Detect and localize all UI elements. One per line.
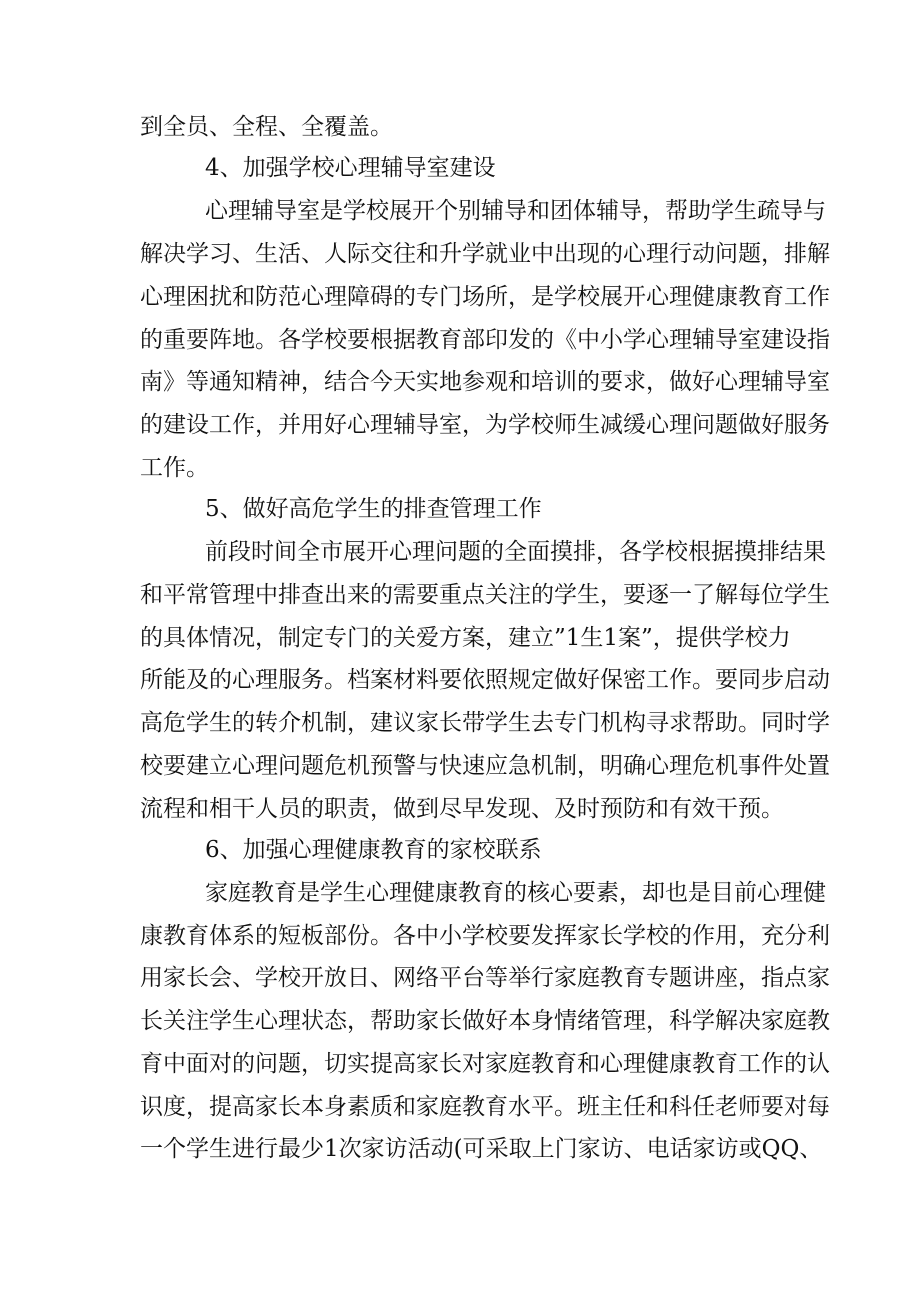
paragraph-line: 到全员、全程、全覆盖。	[140, 114, 393, 140]
paragraph-line: 长关注学生心理状态，帮助家长做好本身情绪管理，科学解决家庭教	[140, 1008, 830, 1034]
paragraph-line: 育中面对的问题，切实提高家长对家庭教育和心理健康教育工作的认	[140, 1051, 830, 1077]
paragraph-line: 流程和相干人员的职责，做到尽早发现、及时预防和有效干预。	[140, 796, 784, 822]
paragraph-line: 一个学生进行最少1次家访活动(可采取上门家访、电话家访或QQ、	[140, 1136, 823, 1162]
paragraph-line: 前段时间全市展开心理问题的全面摸排，各学校根据摸排结果	[205, 539, 826, 565]
paragraph-line: 的重要阵地。各学校要根据教育部印发的《中小学心理辅导室建设指	[140, 327, 830, 353]
paragraph-line: 家庭教育是学生心理健康教育的核心要素，却也是目前心理健	[205, 880, 826, 906]
paragraph-line: 解决学习、生活、人际交往和升学就业中出现的心理行动问题，排解	[140, 241, 830, 267]
paragraph-line: 用家长会、学校开放日、网络平台等举行家庭教育专题讲座，指点家	[140, 965, 830, 991]
paragraph-line: 识度，提高家长本身素质和家庭教育水平。班主任和科任老师要对每	[140, 1094, 830, 1120]
section-heading: 4、加强学校心理辅导室建设	[205, 155, 496, 181]
paragraph-line: 工作。	[140, 455, 209, 481]
paragraph-line: 的具体情况，制定专门的关爱方案，建立”1生1案”，提供学校力	[140, 625, 791, 651]
paragraph-line: 校要建立心理问题危机预警与快速应急机制，明确心理危机事件处置	[140, 753, 830, 779]
paragraph-line: 康教育体系的短板部份。各中小学校要发挥家长学校的作用，充分利	[140, 923, 830, 949]
paragraph-line: 高危学生的转介机制，建议家长带学生去专门机构寻求帮助。同时学	[140, 710, 830, 736]
paragraph-line: 所能及的心理服务。档案材料要依照规定做好保密工作。要同步启动	[140, 667, 830, 693]
paragraph-line: 南》等通知精神，结合今天实地参观和培训的要求，做好心理辅导室	[140, 369, 830, 395]
paragraph-line: 心理困扰和防范心理障碍的专门场所，是学校展开心理健康教育工作	[140, 284, 830, 310]
section-heading: 6、加强心理健康教育的家校联系	[205, 837, 542, 863]
paragraph-line: 心理辅导室是学校展开个别辅导和团体辅导，帮助学生疏导与	[205, 198, 826, 224]
paragraph-line: 和平常管理中排查出来的需要重点关注的学生，要逐一了解每位学生	[140, 582, 830, 608]
section-heading: 5、做好高危学生的排查管理工作	[205, 496, 542, 522]
paragraph-line: 的建设工作，并用好心理辅导室，为学校师生减缓心理问题做好服务	[140, 412, 830, 438]
